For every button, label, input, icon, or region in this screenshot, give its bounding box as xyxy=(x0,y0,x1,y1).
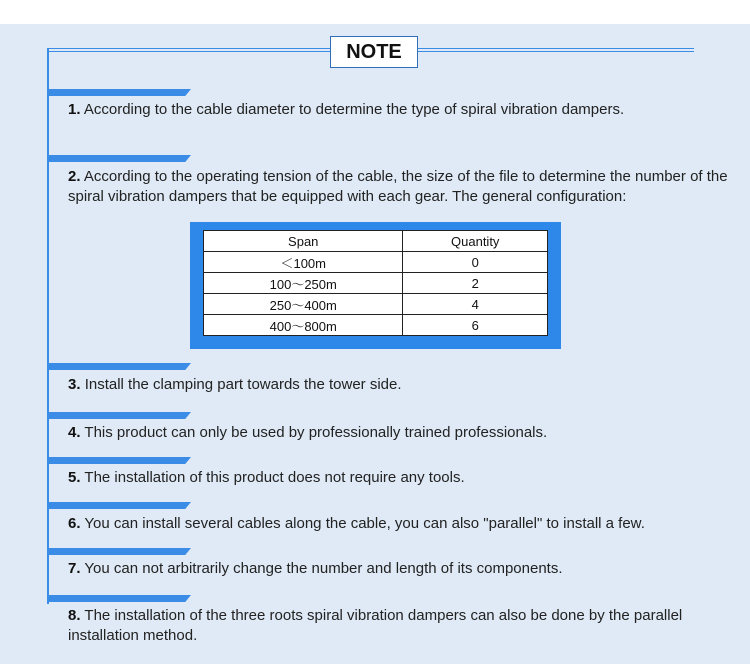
header-quantity: Quantity xyxy=(403,231,548,252)
item-number: 5. xyxy=(68,469,81,486)
note-item-7 xyxy=(68,559,738,579)
table-row xyxy=(204,273,548,294)
item-number: 7. xyxy=(68,560,81,577)
item-marker xyxy=(47,502,191,509)
item-text: According to the operating tension of the cable, the size of the file to determine the number of the spiral vibration dampers that be equipped with each gear. The general configuration: xyxy=(68,168,728,205)
cell-span: 250～400m xyxy=(204,294,403,315)
note-item-6 xyxy=(68,514,738,534)
item-number: 4. xyxy=(68,424,81,441)
cell-quantity: 6 xyxy=(403,315,548,336)
left-rule xyxy=(47,48,49,604)
item-text: This product can only be used by professionally trained professionals. xyxy=(84,424,548,441)
item-text: You can not arbitrarily change the number and length of its components. xyxy=(84,560,563,577)
note-item-1 xyxy=(68,100,738,120)
configuration-table xyxy=(203,230,548,336)
item-marker xyxy=(47,457,191,464)
item-text: According to the cable diameter to determine the type of spiral vibration dampers. xyxy=(83,101,625,118)
item-text: The installation of the three roots spiral vibration dampers can also be done by the parallel installation method. xyxy=(68,607,683,644)
item-number: 1. xyxy=(68,101,81,118)
note-item-4 xyxy=(68,423,738,443)
item-text: You can install several cables along the cable, you can also "parallel" to install a few. xyxy=(84,515,645,532)
item-text: The installation of this product does not require any tools. xyxy=(84,469,465,486)
item-number: 6. xyxy=(68,515,81,532)
cell-quantity: 0 xyxy=(403,252,548,273)
item-marker xyxy=(47,595,191,602)
note-item-2 xyxy=(68,167,738,207)
item-marker xyxy=(47,412,191,419)
table-header-row xyxy=(204,231,548,252)
item-number: 3. xyxy=(68,376,81,393)
table-row xyxy=(204,252,548,273)
item-number: 2. xyxy=(68,168,81,185)
cell-span: ＜100m xyxy=(204,252,403,273)
cell-span: 100～250m xyxy=(204,273,403,294)
note-item-8 xyxy=(68,606,738,646)
header-span: Span xyxy=(204,231,403,252)
note-item-5 xyxy=(68,468,738,488)
cell-quantity: 2 xyxy=(403,273,548,294)
item-number: 8. xyxy=(68,607,81,624)
item-marker xyxy=(47,363,191,370)
table-row xyxy=(204,294,548,315)
item-marker xyxy=(47,89,191,96)
configuration-table-frame xyxy=(190,222,561,349)
note-title: NOTE xyxy=(330,36,418,68)
item-marker xyxy=(47,548,191,555)
item-text: Install the clamping part towards the tower side. xyxy=(84,376,402,393)
table-row xyxy=(204,315,548,336)
item-marker xyxy=(47,155,191,162)
cell-span: 400～800m xyxy=(204,315,403,336)
cell-quantity: 4 xyxy=(403,294,548,315)
note-item-3 xyxy=(68,375,738,395)
